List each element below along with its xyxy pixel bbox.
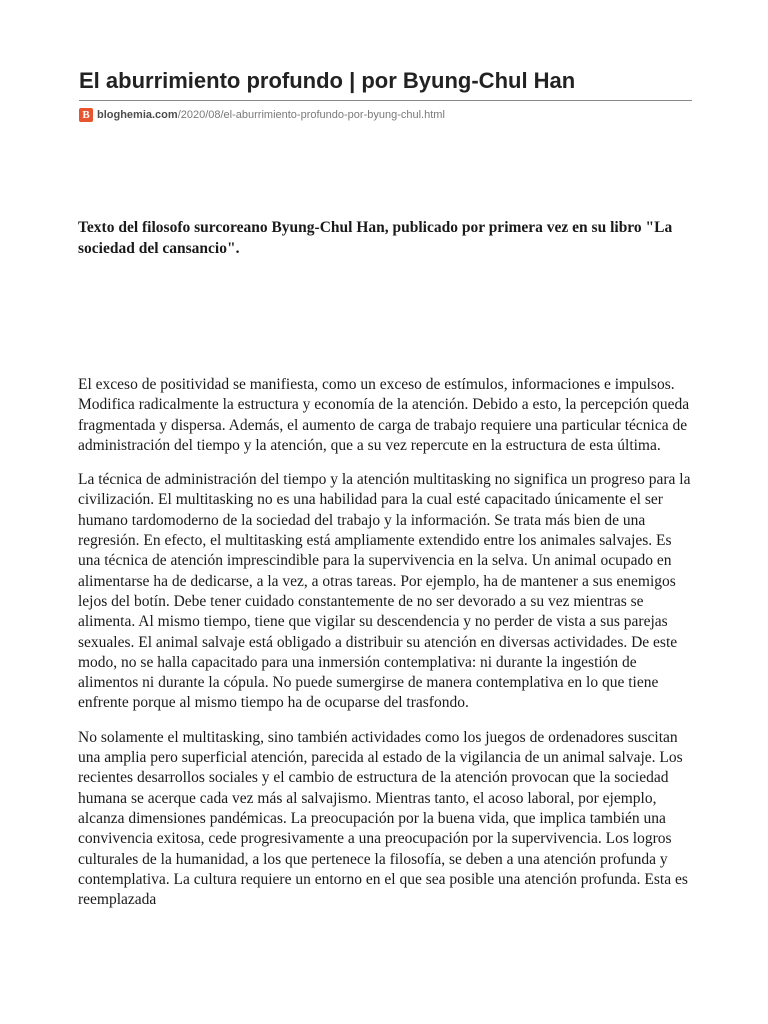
- body-paragraph: La técnica de administración del tiempo y la atención multitasking no significa un progreso para la civilización. El multitasking no es una habilidad para la cual esté capacitado únicamente el ser humano tardomoderno de la sociedad del trabajo y la información. Se trata más bien de una regresión. En efecto, el multitasking está ampliamente extendido entre los animales salvajes. Es una técnica de atención imprescindible para la supervivencia en la selva. Un animal ocupado en alimentarse ha de dedicarse, a la vez, a otras tareas. Por ejemplo, ha de mantener a sus enemigos lejos del botín. Debe tener cuidado constantemente de no ser devorado a su vez mientras se alimenta. Al mismo tiempo, tiene que vigilar su descendencia y no perder de vista a sus parejas sexuales. El animal salvaje está obligado a distribuir su atención en diversas actividades. De este modo, no se halla capacitado para una inmersión contemplativa: ni durante la ingestión de alimentos ni durante la cópula. No puede sumergirse de manera contemplativa en lo que tiene enfrente porque al mismo tiempo ha de ocuparse del trasfondo.: [78, 471, 691, 712]
- article-body: [78, 375, 692, 924]
- body-paragraph: El exceso de positividad se manifiesta, como un exceso de estímulos, informaciones e impulsos. Modifica radicalmente la estructura y economía de la atención. Debido a esto, la percepción queda fragmentada y dispersa. Además, el aumento de carga de trabajo requiere una particular técnica de administración del tiempo y la atención, que a su vez repercute en la estructura de esta última.: [78, 376, 690, 454]
- source-path[interactable]: /2020/08/el-aburrimiento-profundo-por-byung-chul.html: [177, 109, 445, 121]
- bloghemia-favicon-icon: B: [79, 108, 93, 122]
- source-domain[interactable]: bloghemia.com: [97, 109, 178, 121]
- page-title: El aburrimiento profundo | por Byung-Chul Han: [79, 68, 576, 93]
- intro-paragraph: Texto del filosofo surcoreano Byung-Chul Han, publicado por primera vez en su libro "La sociedad del cansancio".: [78, 219, 673, 257]
- body-paragraph: No solamente el multitasking, sino también actividades como los juegos de ordenadores suscitan una amplia pero superficial atención, parecida al estado de la vigilancia de un animal salvaje. Los recientes desarrollos sociales y el cambio de estructura de la atención provocan que la sociedad humana se acerque cada vez más al salvajismo. Mientras tanto, el acoso laboral, por ejemplo, alcanza dimensiones pandémicas. La preocupación por la buena vida, que implica también una convivencia exitosa, cede progresivamente a una preocupación por la supervivencia. Los logros culturales de la humanidad, a los que pertenece la filosofía, se deben a una atención profunda y contemplativa. La cultura requiere un entorno en el que sea posible una atención profunda. Esta es reemplazada: [78, 728, 688, 909]
- source-line: [79, 106, 445, 124]
- title-divider: [79, 100, 692, 101]
